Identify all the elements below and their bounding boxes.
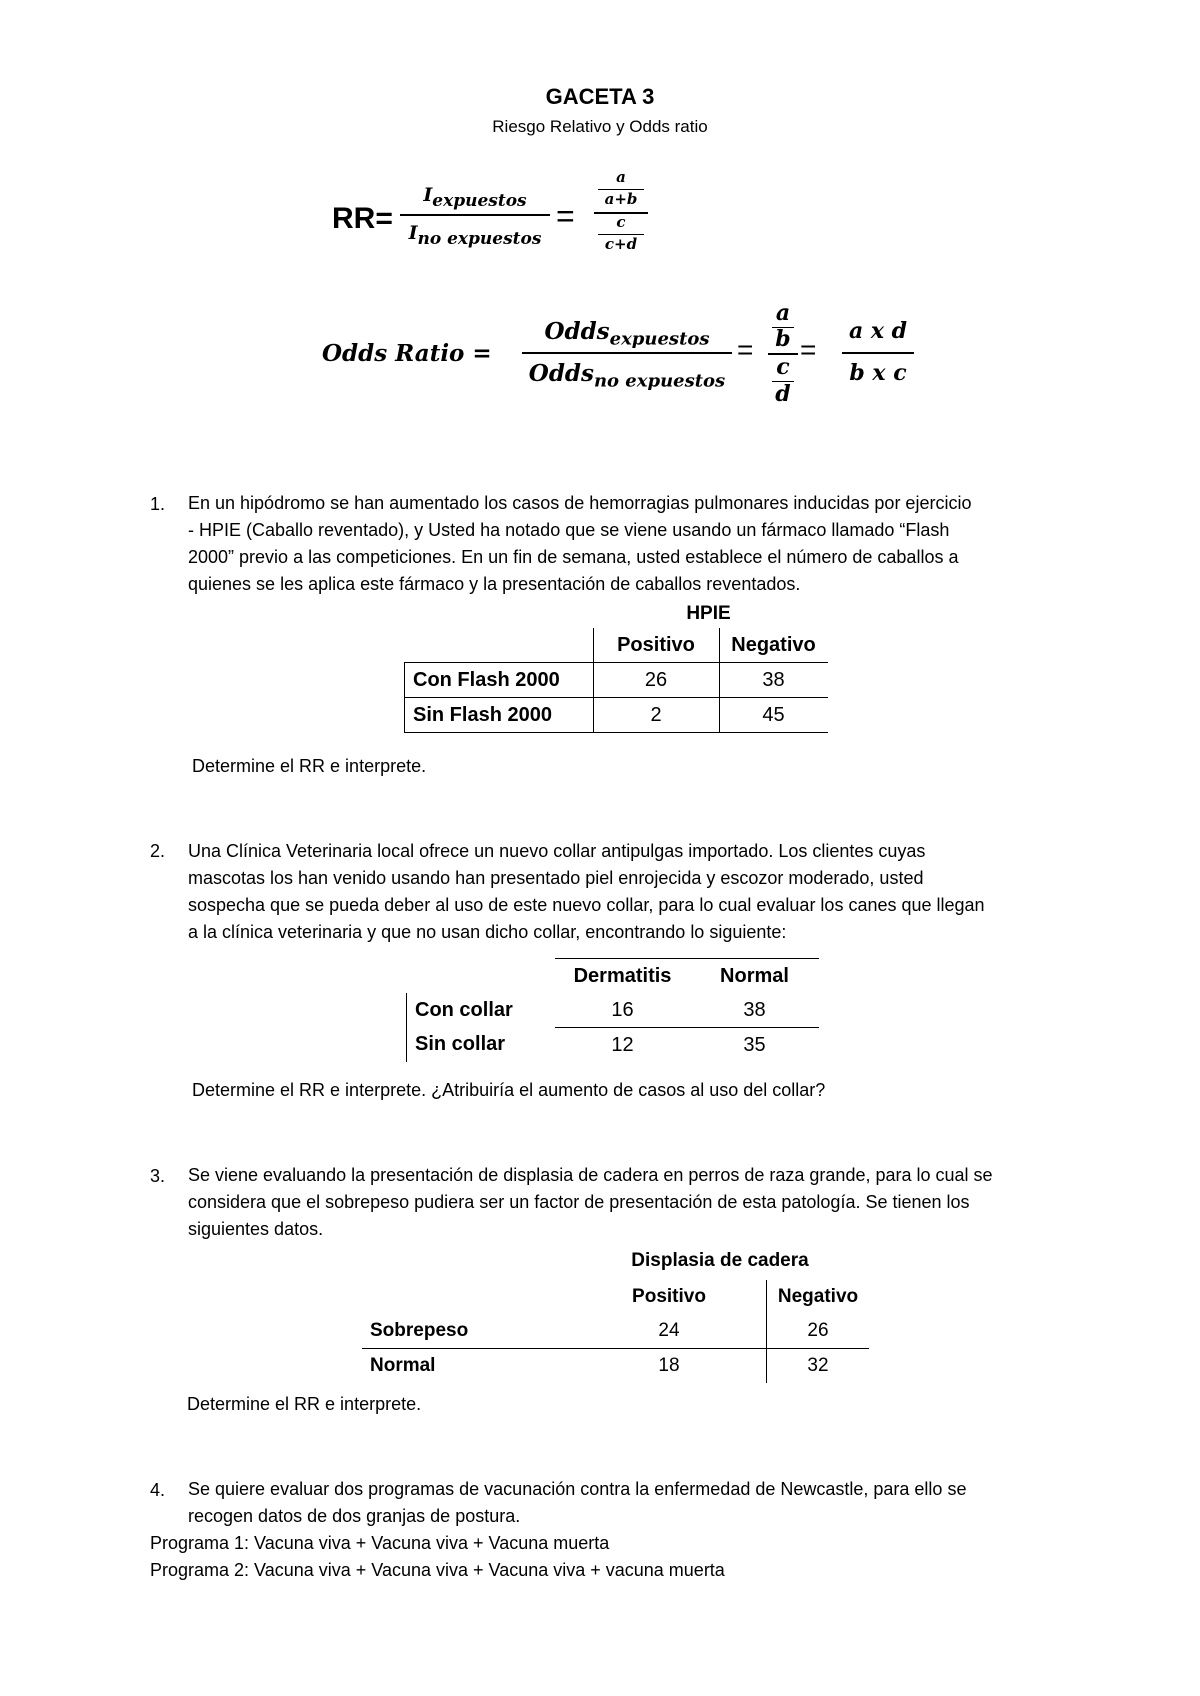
question-number: 4. xyxy=(150,1480,166,1500)
rr-a: a xyxy=(616,168,626,186)
column-header: Positivo xyxy=(593,628,719,663)
table-row xyxy=(405,698,828,733)
table-header-row xyxy=(405,628,828,663)
or-numerator: Odds$_{expuestos}$ xyxy=(544,318,710,350)
question-number: 3. xyxy=(150,1166,166,1186)
table-cell: 18 xyxy=(658,1355,680,1376)
rr-a-plus-b: a+b xyxy=(604,190,638,208)
or-a: a xyxy=(775,300,791,326)
table-cell: 12 xyxy=(611,1033,634,1056)
question-text: En un hipódromo se han aumentado los casos de hemorragias pulmonares inducidas por ejercicio - HPIE (Caballo reventado), y Usted ha notado que se viene usando un fármaco llamado “Flash 2000” previo a las competiciones. En un fin de semana, usted establece el número de caballos a quienes se les aplica este fármaco y la presentación de caballos reventados. xyxy=(188,493,972,594)
column-header: Negativo xyxy=(719,628,828,663)
or-equals-1: = xyxy=(737,334,754,365)
column-header: Normal xyxy=(691,959,819,994)
table-row xyxy=(407,993,819,1028)
rr-label: RR= xyxy=(332,202,393,235)
table-cell: 26 xyxy=(593,663,719,698)
table-cell: 38 xyxy=(719,663,828,698)
page-title: GACETA 3 xyxy=(545,84,655,109)
row-label: Sobrepeso xyxy=(362,1314,572,1349)
or-bxc: b x c xyxy=(849,360,907,386)
or-fraction-bar xyxy=(522,352,732,354)
or-equals-2: = xyxy=(800,334,817,365)
program-item: Programa 2: Vacuna viva + Vacuna viva + Vacuna viva + vacuna muerta xyxy=(150,1560,725,1580)
table-cell: 16 xyxy=(555,993,691,1028)
or-axd: a x d xyxy=(848,318,908,344)
table-cell: 32 xyxy=(767,1349,870,1384)
contingency-table xyxy=(406,958,819,1062)
rr-c-plus-d: c+d xyxy=(604,235,638,253)
row-label: Con collar xyxy=(407,993,555,1028)
column-header: Negativo xyxy=(767,1280,870,1314)
row-label: Sin Flash 2000 xyxy=(405,698,594,733)
page-subtitle: Riesgo Relativo y Odds ratio xyxy=(492,117,708,136)
question-prompt: Determine el RR e interprete. xyxy=(192,756,427,776)
row-label: Sin collar xyxy=(407,1028,555,1063)
or-denominator: Odds$_{no expuestos}$ xyxy=(528,360,726,392)
question-text: Una Clínica Veterinaria local ofrece un nuevo collar antipulgas importado. Los clientes cuyas mascotas los han venido usando han presentado piel enrojecida y escozor moderado, usted sospecha que se pueda deber al uso de este nuevo collar, para lo cual evaluar los canes que llegan a la clínica veterinaria y que no usan dicho collar, encontrando lo siguiente: xyxy=(188,841,985,942)
table-row xyxy=(362,1349,869,1384)
question-text: Se quiere evaluar dos programas de vacunación contra la enfermedad de Newcastle, para ello se recogen datos de dos granjas de postura. xyxy=(188,1479,967,1526)
table-group-header: Displasia de cadera xyxy=(631,1250,809,1271)
table-cell: 38 xyxy=(691,993,819,1028)
rr-equals: = xyxy=(556,198,575,234)
question-prompt: Determine el RR e interprete. xyxy=(187,1394,422,1414)
rr-numerator: $I_{expuestos}$ xyxy=(423,184,527,211)
table-cell: 45 xyxy=(719,698,828,733)
question-number: 2. xyxy=(150,841,166,861)
table-cell: 24 xyxy=(572,1314,767,1349)
table-row xyxy=(407,1028,819,1063)
table-cell: 35 xyxy=(743,1033,766,1056)
table-row xyxy=(405,663,828,698)
table-cell: 26 xyxy=(767,1314,870,1349)
table-header-row xyxy=(362,1280,869,1314)
table-row xyxy=(362,1314,869,1349)
column-header: Positivo xyxy=(632,1286,706,1307)
table-cell: 2 xyxy=(593,698,719,733)
or-label: Odds Ratio = xyxy=(322,340,492,367)
rr-denominator: $I_{no expuestos}$ xyxy=(408,222,542,249)
or-c: c xyxy=(776,354,790,380)
row-label: Normal xyxy=(370,1355,436,1376)
contingency-table xyxy=(404,628,828,733)
vaccination-programs xyxy=(150,1530,725,1584)
or-d: d xyxy=(775,381,791,407)
column-header: Dermatitis xyxy=(555,959,691,994)
contingency-table xyxy=(362,1280,869,1383)
table-header-row xyxy=(407,959,819,994)
rr-c: c xyxy=(616,213,626,231)
question-text: Se viene evaluando la presentación de displasia de cadera en perros de raza grande, para lo cual se considera que el sobrepeso pudiera ser un factor de presentación de esta patología. Se tienen los siguientes datos. xyxy=(188,1165,993,1239)
question-prompt: Determine el RR e interprete. ¿Atribuiría el aumento de casos al uso del collar? xyxy=(192,1080,826,1100)
table-group-header: HPIE xyxy=(686,603,731,624)
row-label: Con Flash 2000 xyxy=(405,663,594,698)
or-b: b xyxy=(775,326,791,352)
program-item: Programa 1: Vacuna viva + Vacuna viva + Vacuna muerta xyxy=(150,1533,610,1553)
question-number: 1. xyxy=(150,494,166,514)
rr-fraction-bar xyxy=(400,214,550,216)
